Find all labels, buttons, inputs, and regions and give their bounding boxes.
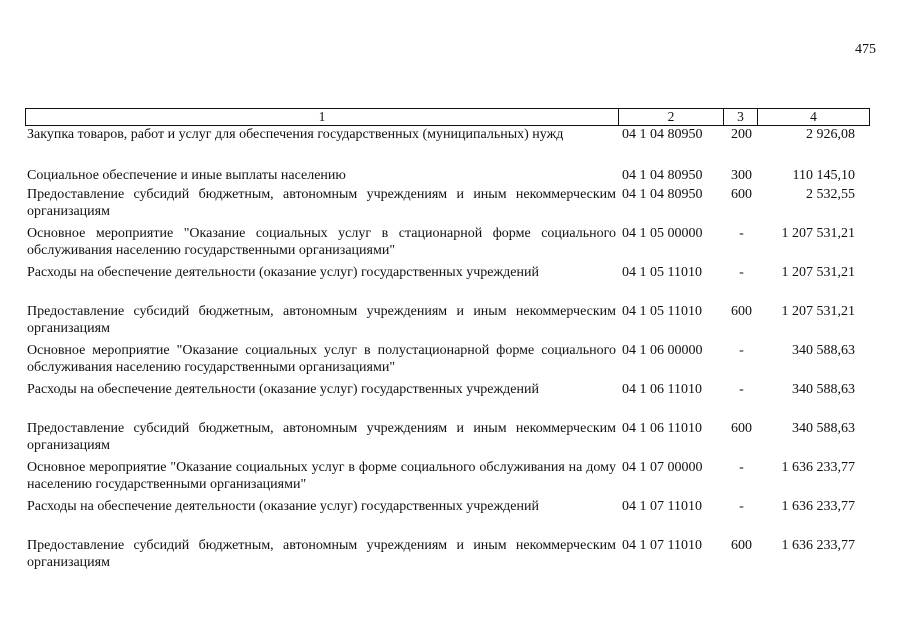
header-col-4: 4 — [758, 109, 870, 126]
row-amount: 1 636 233,77 — [781, 538, 855, 553]
row-amount: 2 532,55 — [806, 187, 855, 202]
row-name: Расходы на обеспечение деятельности (оказание услуг) государственных учреждений — [27, 382, 539, 397]
row-name: Социальное обеспечение и иные выплаты населению — [27, 168, 346, 183]
row-name: Расходы на обеспечение деятельности (оказание услуг) государственных учреждений — [27, 499, 539, 514]
row-vr: 600 — [731, 421, 752, 436]
header-col-1: 1 — [26, 109, 619, 126]
row-name: Основное мероприятие "Оказание социальных услуг в стационарной форме социального обслуживания населению государственными организациями" — [27, 226, 616, 258]
row-vr: - — [739, 226, 744, 241]
row-name: Предоставление субсидий бюджетным, автономным учреждениям и иным некоммерческим организациям — [27, 538, 616, 570]
row-vr: - — [739, 460, 744, 475]
header-col-3: 3 — [724, 109, 758, 126]
row-vr: - — [739, 499, 744, 514]
row-name: Предоставление субсидий бюджетным, автономным учреждениям и иным некоммерческим организациям — [27, 304, 616, 336]
row-vr: 600 — [731, 187, 752, 202]
row-amount: 340 588,63 — [792, 382, 855, 397]
header-col-2: 2 — [619, 109, 724, 126]
row-code: 04 1 05 11010 — [622, 304, 702, 319]
row-code: 04 1 07 00000 — [622, 460, 703, 475]
row-amount: 2 926,08 — [806, 127, 855, 142]
row-code: 04 1 05 00000 — [622, 226, 703, 241]
row-vr: 600 — [731, 538, 752, 553]
row-code: 04 1 06 00000 — [622, 343, 703, 358]
row-amount: 1 207 531,21 — [781, 265, 855, 280]
row-code: 04 1 06 11010 — [622, 382, 702, 397]
row-vr: 200 — [731, 127, 752, 142]
row-amount: 1 636 233,77 — [781, 460, 855, 475]
row-code: 04 1 04 80950 — [622, 168, 703, 183]
table-header — [25, 108, 870, 126]
row-vr: 600 — [731, 304, 752, 319]
row-amount: 1 636 233,77 — [781, 499, 855, 514]
row-vr: - — [739, 382, 744, 397]
row-vr: - — [739, 343, 744, 358]
row-code: 04 1 04 80950 — [622, 187, 703, 202]
row-code: 04 1 07 11010 — [622, 538, 702, 553]
row-vr: 300 — [731, 168, 752, 183]
row-code: 04 1 05 11010 — [622, 265, 702, 280]
row-amount: 340 588,63 — [792, 343, 855, 358]
page-number: 475 — [855, 42, 876, 57]
row-name: Предоставление субсидий бюджетным, автономным учреждениям и иным некоммерческим организациям — [27, 421, 616, 453]
row-amount: 1 207 531,21 — [781, 226, 855, 241]
row-name: Основное мероприятие "Оказание социальных услуг в форме социального обслуживания на дому населению государственными организациями" — [27, 460, 616, 492]
row-vr: - — [739, 265, 744, 280]
row-amount: 110 145,10 — [792, 168, 855, 183]
row-code: 04 1 06 11010 — [622, 421, 702, 436]
row-code: 04 1 07 11010 — [622, 499, 702, 514]
row-name: Расходы на обеспечение деятельности (оказание услуг) государственных учреждений — [27, 265, 539, 280]
row-code: 04 1 04 80950 — [622, 127, 703, 142]
row-name: Основное мероприятие "Оказание социальных услуг в полустационарной форме социального обслуживания населению государственными организациями" — [27, 343, 616, 375]
row-name: Закупка товаров, работ и услуг для обеспечения государственных (муниципальных) нужд — [27, 127, 564, 142]
row-name: Предоставление субсидий бюджетным, автономным учреждениям и иным некоммерческим организациям — [27, 187, 616, 219]
row-amount: 1 207 531,21 — [781, 304, 855, 319]
row-amount: 340 588,63 — [792, 421, 855, 436]
